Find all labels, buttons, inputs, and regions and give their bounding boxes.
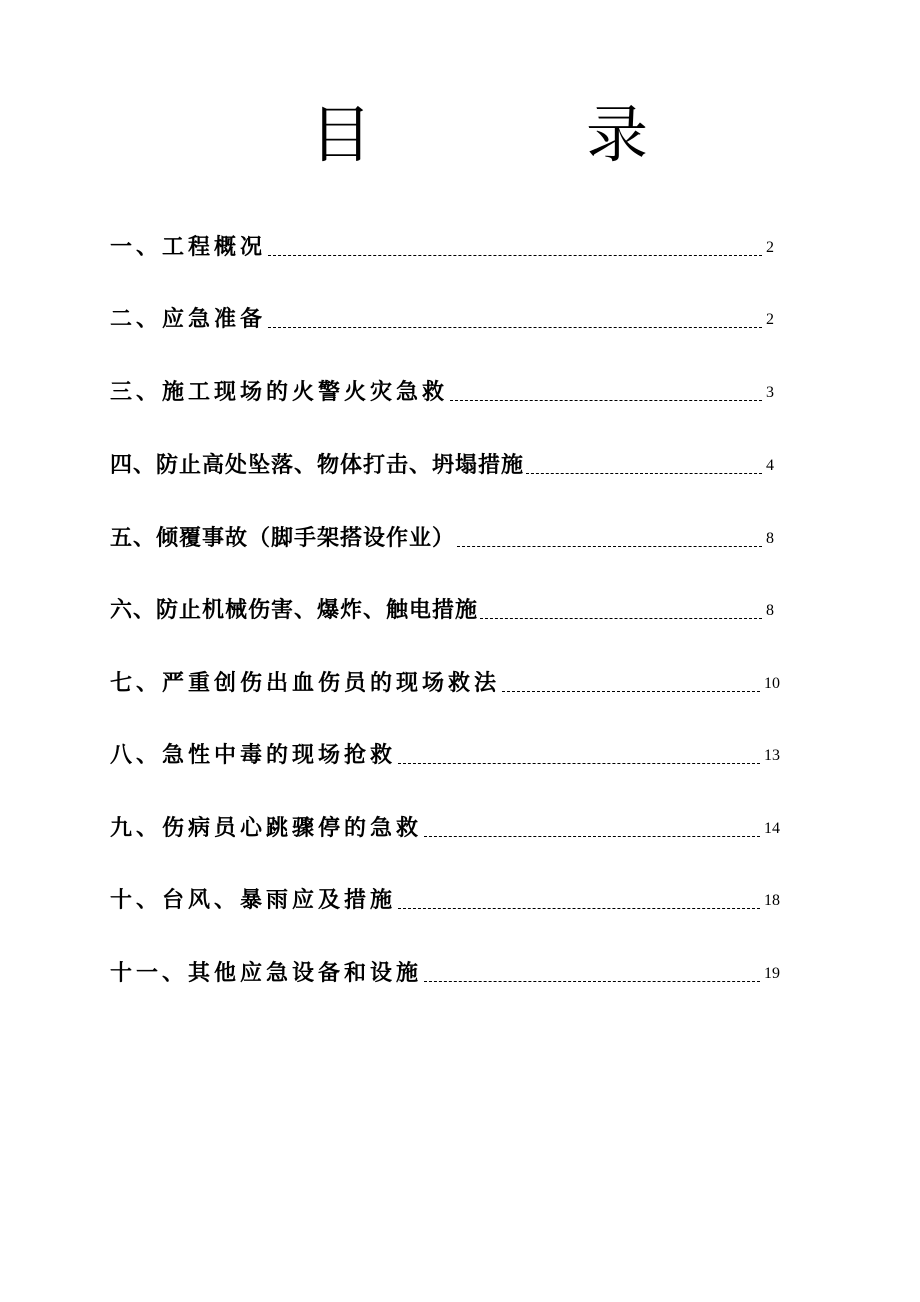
toc-entry-10[interactable] — [110, 881, 780, 921]
toc-entry-11[interactable] — [110, 954, 780, 994]
toc-entry-page-number: 2 — [766, 239, 774, 256]
toc-entry-9[interactable] — [110, 809, 780, 849]
toc-leader-dashes — [398, 908, 760, 909]
toc-entry-label: 五、倾覆事故（脚手架搭设作业） — [110, 526, 456, 551]
toc-entry-label: 七、严重创伤出血伤员的现场救法 — [110, 671, 501, 696]
toc-entry-5[interactable] — [110, 519, 780, 559]
toc-entry-label: 二、应急准备 — [110, 307, 267, 332]
toc-entry-page-number: 10 — [764, 675, 780, 692]
toc-entry-label: 一、工程概况 — [110, 235, 267, 260]
toc-entry-6[interactable] — [110, 591, 780, 631]
toc-entry-label: 六、防止机械伤害、爆炸、触电措施 — [110, 598, 479, 623]
toc-leader-dashes — [502, 691, 760, 692]
toc-entry-label: 十一、其他应急设备和设施 — [110, 961, 423, 986]
toc-entry-label: 九、伤病员心跳骤停的急救 — [110, 816, 423, 841]
toc-entry-page-number: 14 — [764, 820, 780, 837]
toc-entry-8[interactable] — [110, 736, 780, 776]
toc-entry-label: 三、施工现场的火警火灾急救 — [110, 380, 449, 405]
toc-leader-dashes — [424, 981, 760, 982]
toc-leader-dashes — [450, 400, 762, 401]
toc-entry-label: 八、急性中毒的现场抢救 — [110, 743, 397, 768]
toc-entry-page-number: 2 — [766, 311, 774, 328]
page-title — [0, 95, 920, 185]
title-char-1: 目 — [310, 98, 373, 171]
toc-leader-dashes — [424, 836, 760, 837]
toc-leader-dashes — [526, 473, 762, 474]
toc-entry-label: 十、台风、暴雨应及措施 — [110, 888, 397, 913]
toc-leader-dashes — [268, 255, 762, 256]
title-char-2: 录 — [586, 98, 649, 171]
toc-entry-page-number: 4 — [766, 457, 774, 474]
toc-entry-label: 四、防止高处坠落、物体打击、坍塌措施 — [110, 453, 525, 478]
toc-entry-3[interactable] — [110, 373, 780, 413]
toc-leader-dashes — [480, 618, 762, 619]
toc-entry-page-number: 18 — [764, 892, 780, 909]
toc-entry-2[interactable] — [110, 300, 780, 340]
toc-leader-dashes — [268, 327, 762, 328]
toc-entry-page-number: 13 — [764, 747, 780, 764]
toc-entry-4[interactable] — [110, 446, 780, 486]
toc-entry-page-number: 8 — [766, 530, 774, 547]
toc-entry-page-number: 19 — [764, 965, 780, 982]
toc-entry-1[interactable] — [110, 228, 780, 268]
toc-leader-dashes — [457, 546, 762, 547]
toc-entry-7[interactable] — [110, 664, 780, 704]
toc-leader-dashes — [398, 763, 760, 764]
toc-entry-page-number: 8 — [766, 602, 774, 619]
toc-entry-page-number: 3 — [766, 384, 774, 401]
